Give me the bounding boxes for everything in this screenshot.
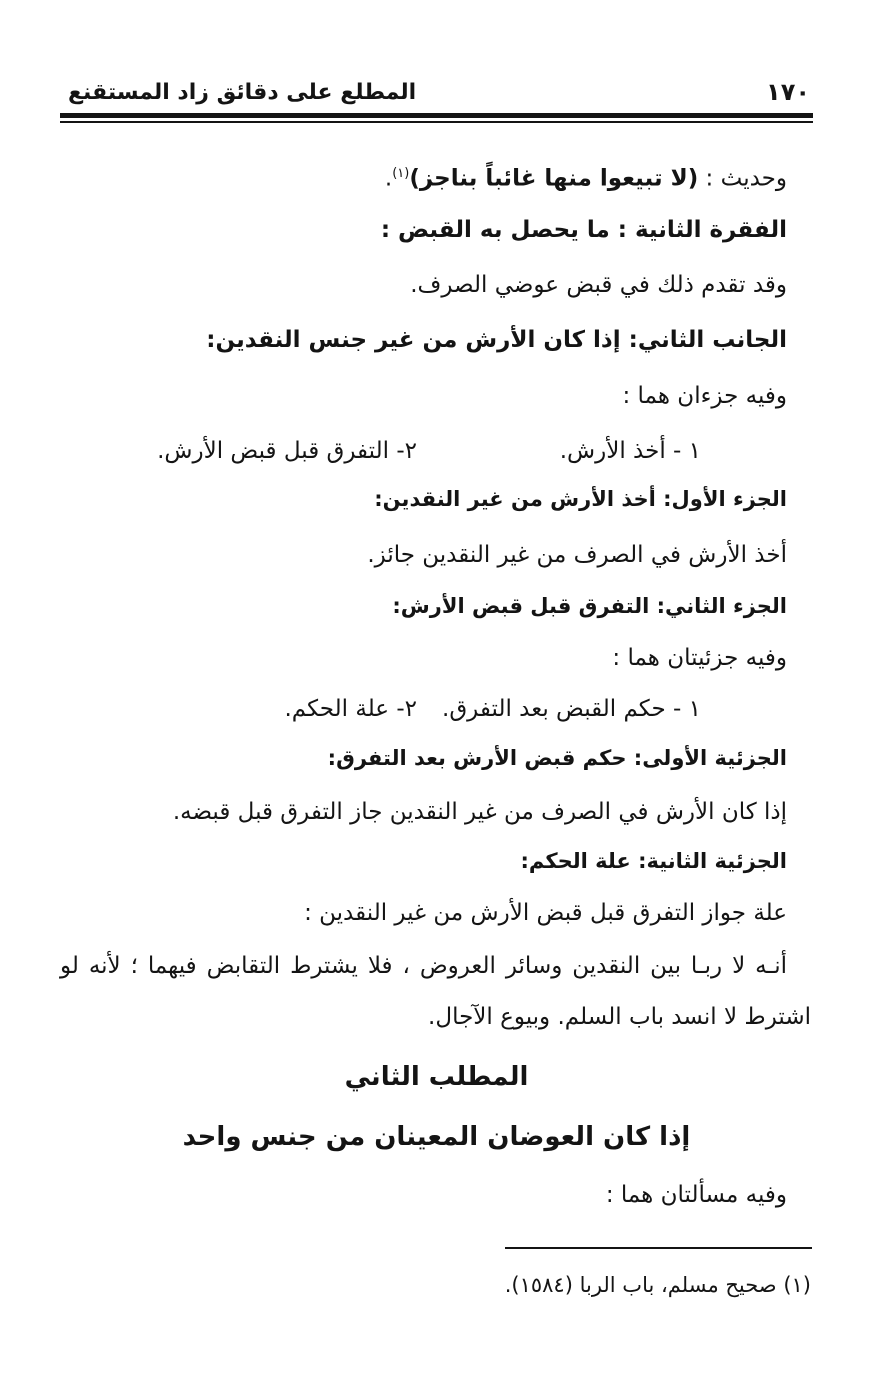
subheading: الجزئية الثانية: علة الحكم: [520, 849, 787, 873]
enumeration-row [60, 694, 787, 724]
body-text: أخذ الأرش في الصرف من غير النقدين جائز. [367, 542, 787, 568]
hadith-end: . [384, 165, 393, 192]
paragraph-heading: الفقرة الثانية : ما يحصل به القبض : [380, 217, 787, 243]
body-text: وفيه جزءان هما : [622, 383, 787, 409]
subheading: الجزء الأول: أخذ الأرش من غير النقدين: [374, 487, 787, 511]
body-text: اشترط لا انسد باب السلم. وبيوع الآجال. [428, 1004, 811, 1030]
footnote-reference: (١) [392, 166, 410, 181]
section-title: المطلب الثاني [344, 1062, 529, 1092]
hadith-prefix: وحديث : [705, 165, 787, 192]
hadith-line [385, 159, 787, 194]
body-text: علة جواز التفرق قبل قبض الأرش من غير النقدين : [304, 900, 787, 926]
enumeration-item: ٢- التفرق قبل قبض الأرش. [157, 438, 417, 464]
header-rule-thin [60, 121, 813, 123]
header-rule-thick [60, 113, 813, 118]
hadith-quote: (لا تبيعوا منها غائباً بناجز) [409, 165, 699, 192]
body-text: وقد تقدم ذلك في قبض عوضي الصرف. [410, 272, 787, 298]
running-header [60, 78, 812, 108]
body-text: وفيه جزئيتان هما : [612, 645, 787, 671]
body-text: أنـه لا ربـا بين النقدين وسائر العروض ، فلا يشترط التقابض فيهما ؛ لأنه لو [60, 953, 787, 979]
enumeration-item: ١ - أخذ الأرش. [559, 438, 701, 464]
section-subtitle: إذا كان العوضان المعينان من جنس واحد [182, 1122, 691, 1152]
section-heading: الجانب الثاني: إذا كان الأرش من غير جنس النقدين: [206, 327, 787, 353]
page-number: ١٧٠ [766, 78, 810, 106]
body-text: وفيه مسألتان هما : [605, 1182, 787, 1208]
subheading: الجزئية الأولى: حكم قبض الأرش بعد التفرق: [327, 746, 787, 770]
subheading: الجزء الثاني: التفرق قبل قبض الأرش: [392, 594, 787, 618]
book-title: المطلع على دقائق زاد المستقنع [68, 80, 417, 105]
enumeration-item: ١ - حكم القبض بعد التفرق. [442, 696, 701, 722]
body-text: إذا كان الأرش في الصرف من غير النقدين جاز التفرق قبل قبضه. [172, 799, 787, 825]
footnote: (١) صحيح مسلم، باب الربا (١٥٨٤). [504, 1273, 811, 1297]
enumeration-row [60, 436, 787, 466]
enumeration-item: ٢- علة الحكم. [284, 696, 417, 722]
footnote-separator [505, 1247, 812, 1249]
